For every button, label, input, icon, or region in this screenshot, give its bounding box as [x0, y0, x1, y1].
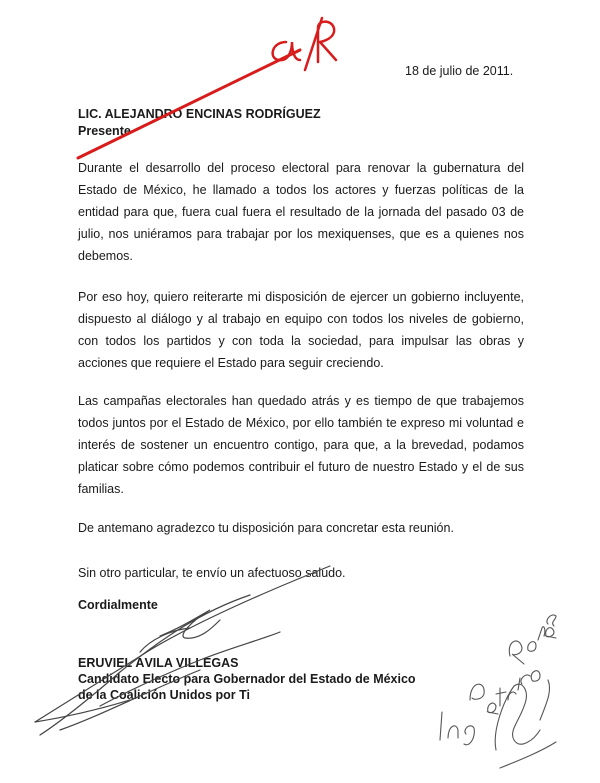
red-letter-a [273, 42, 300, 60]
signature-strokes [35, 566, 330, 735]
body-paragraph-4: De antemano agradezco tu disposición para concretar esta reunión. [78, 521, 454, 535]
addressee-block [78, 106, 321, 140]
signer-title-line-2: de la Coalición Unidos por Ti [78, 688, 251, 702]
closing-line: Cordialmente [78, 598, 158, 612]
addressee-name: LIC. ALEJANDRO ENCINAS RODRÍGUEZ [78, 107, 321, 121]
red-letter-r [318, 22, 336, 62]
red-letter-slash [305, 18, 322, 70]
red-strike-line [78, 50, 300, 158]
body-paragraph-3: Las campañas electorales han quedado atrás y es tiempo de que trabajemos todos juntos por el Estado de México, por ello también te expreso mi voluntad e interés de sostener un encuentro contigo, para que, a la brevedad, podamos platicar sobre cómo podemos contribuir el futuro de nuestro Estado y el de sus familias. [78, 394, 524, 496]
signer-block [78, 655, 416, 703]
body-paragraph-5: Sin otro particular, te envío un afectuoso saludo. [78, 566, 346, 580]
addressee-salutation: Presente [78, 124, 131, 138]
body-paragraph-2: Por eso hoy, quiero reiterarte mi disposición de ejercer un gobierno incluyente, dispuesto al diálogo y al trabajo en equipo con todos los niveles de gobierno, con todos los partidos y con toda la sociedad, para impulsar las obras y acciones que requiere el Estado para seguir creciendo. [78, 290, 524, 370]
signer-name: ERUVIEL ÁVILA VILLEGAS [78, 656, 239, 670]
handwritten-note [440, 615, 556, 768]
body-paragraph-1: Durante el desarrollo del proceso electoral para renovar la gubernatura del Estado de México, he llamado a todos los actores y fuerzas políticas de la entidad para que, fuera cual fuera el resultado de la jornada del pasado 03 de julio, nos uniéramos para trabajar por los mexiquenses, que es a quienes nos debemos. [78, 161, 524, 263]
signer-title-line-1: Candidato Electo para Gobernador del Estado de México [78, 672, 416, 686]
letter-date: 18 de julio de 2011. [405, 64, 514, 78]
